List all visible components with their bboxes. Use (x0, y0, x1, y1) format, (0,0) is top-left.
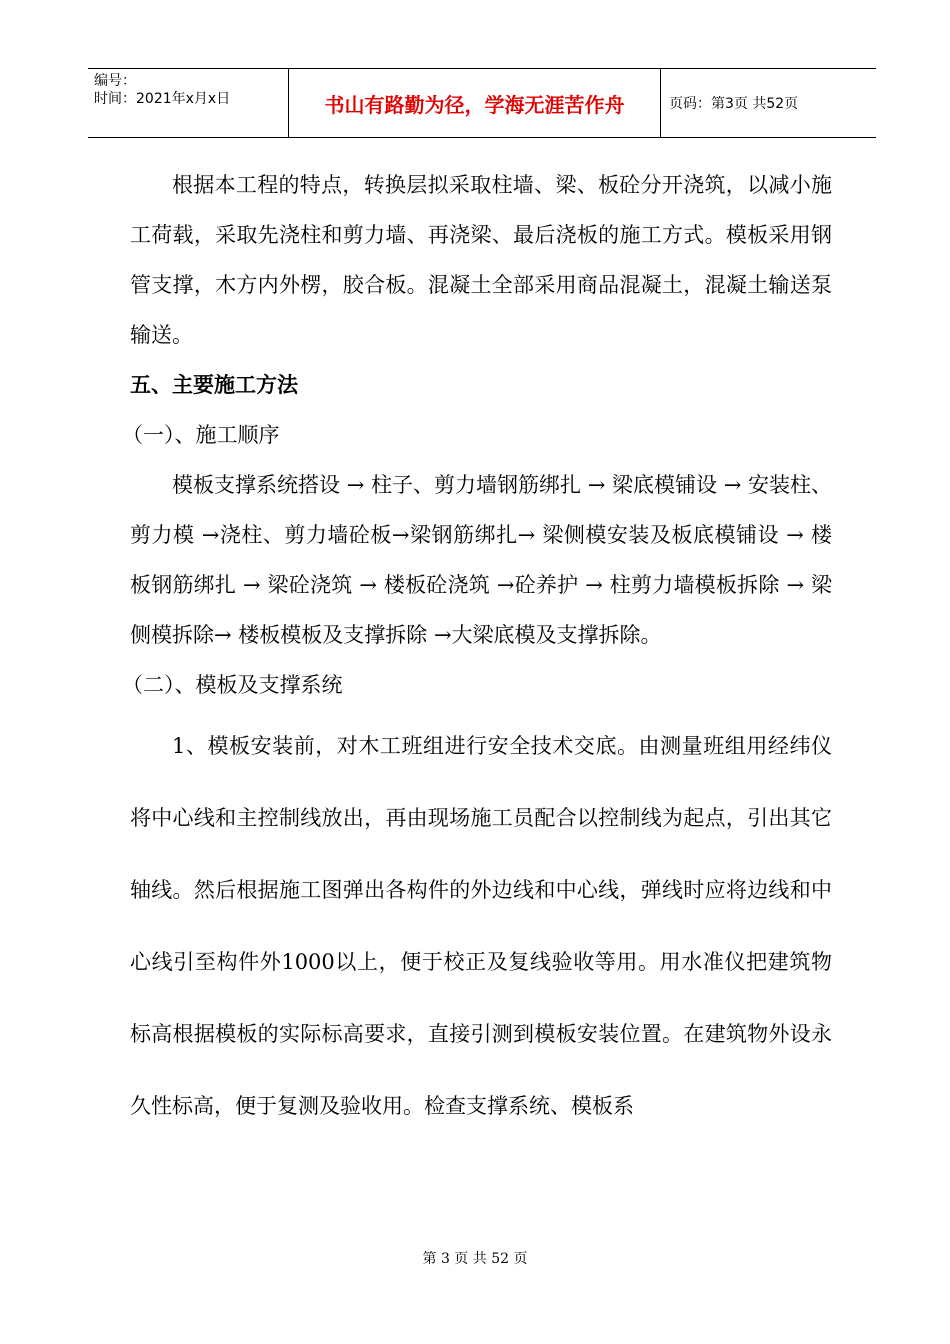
paragraph-sequence: 模板支撑系统搭设 → 柱子、剪力墙钢筋绑扎 → 梁底模铺设 → 安装柱、剪力模 →浇柱、剪力墙砼板→梁钢筋绑扎→ 梁侧模安装及板底模铺设 → 楼板钢筋绑扎 → 梁砼浇筑 → 楼板砼浇筑 →砼养护 → 柱剪力墙模板拆除 → 梁侧模拆除→ 楼板模板及支撑拆除 →大梁底模及支撑拆除。 (130, 473, 832, 647)
paragraph-intro: 根据本工程的特点，转换层拟采取柱墙、梁、板砼分开浇筑，以减小施工荷载，采取先浇柱和剪力墙、再浇梁、最后浇板的施工方式。模板采用钢管支撑，木方内外楞，胶合板。混凝土全部采用商品混凝土，混凝土输送泵输送。 (130, 173, 832, 347)
header-page-info: 页码：第3页 共52页 (669, 96, 799, 112)
subsection-title-sequence: （一）、施工顺序 (122, 423, 280, 447)
section-title: 五、主要施工方法 (130, 373, 298, 397)
document-body (122, 160, 832, 1142)
subsection-title-formwork: （二）、模板及支撑系统 (122, 673, 343, 697)
page-footer: 第 3 页 共 52 页 (422, 1251, 528, 1267)
page-header (88, 68, 876, 138)
header-meta (88, 69, 288, 137)
header-motto: 书山有路勤为径，学海无涯苦作舟 (288, 69, 661, 137)
document-number-label: 编号： (94, 73, 136, 89)
document-time-label: 时间：2021年x月x日 (94, 91, 231, 107)
paragraph-formwork-item1: 1、模板安装前，对木工班组进行安全技术交底。由测量班组用经纬仪将中心线和主控制线放出，再由现场施工员配合以控制线为起点，引出其它轴线。然后根据施工图弹出各构件的外边线和中心线，弹线时应将边线和中心线引至构件外1000以上，便于校正及复线验收等用。用水准仪把建筑物标高根据模板的实际标高要求，直接引测到模板安装位置。在建筑物外设永久性标高，便于复测及验收用。检查支撑系统、模板系 (130, 734, 832, 1118)
